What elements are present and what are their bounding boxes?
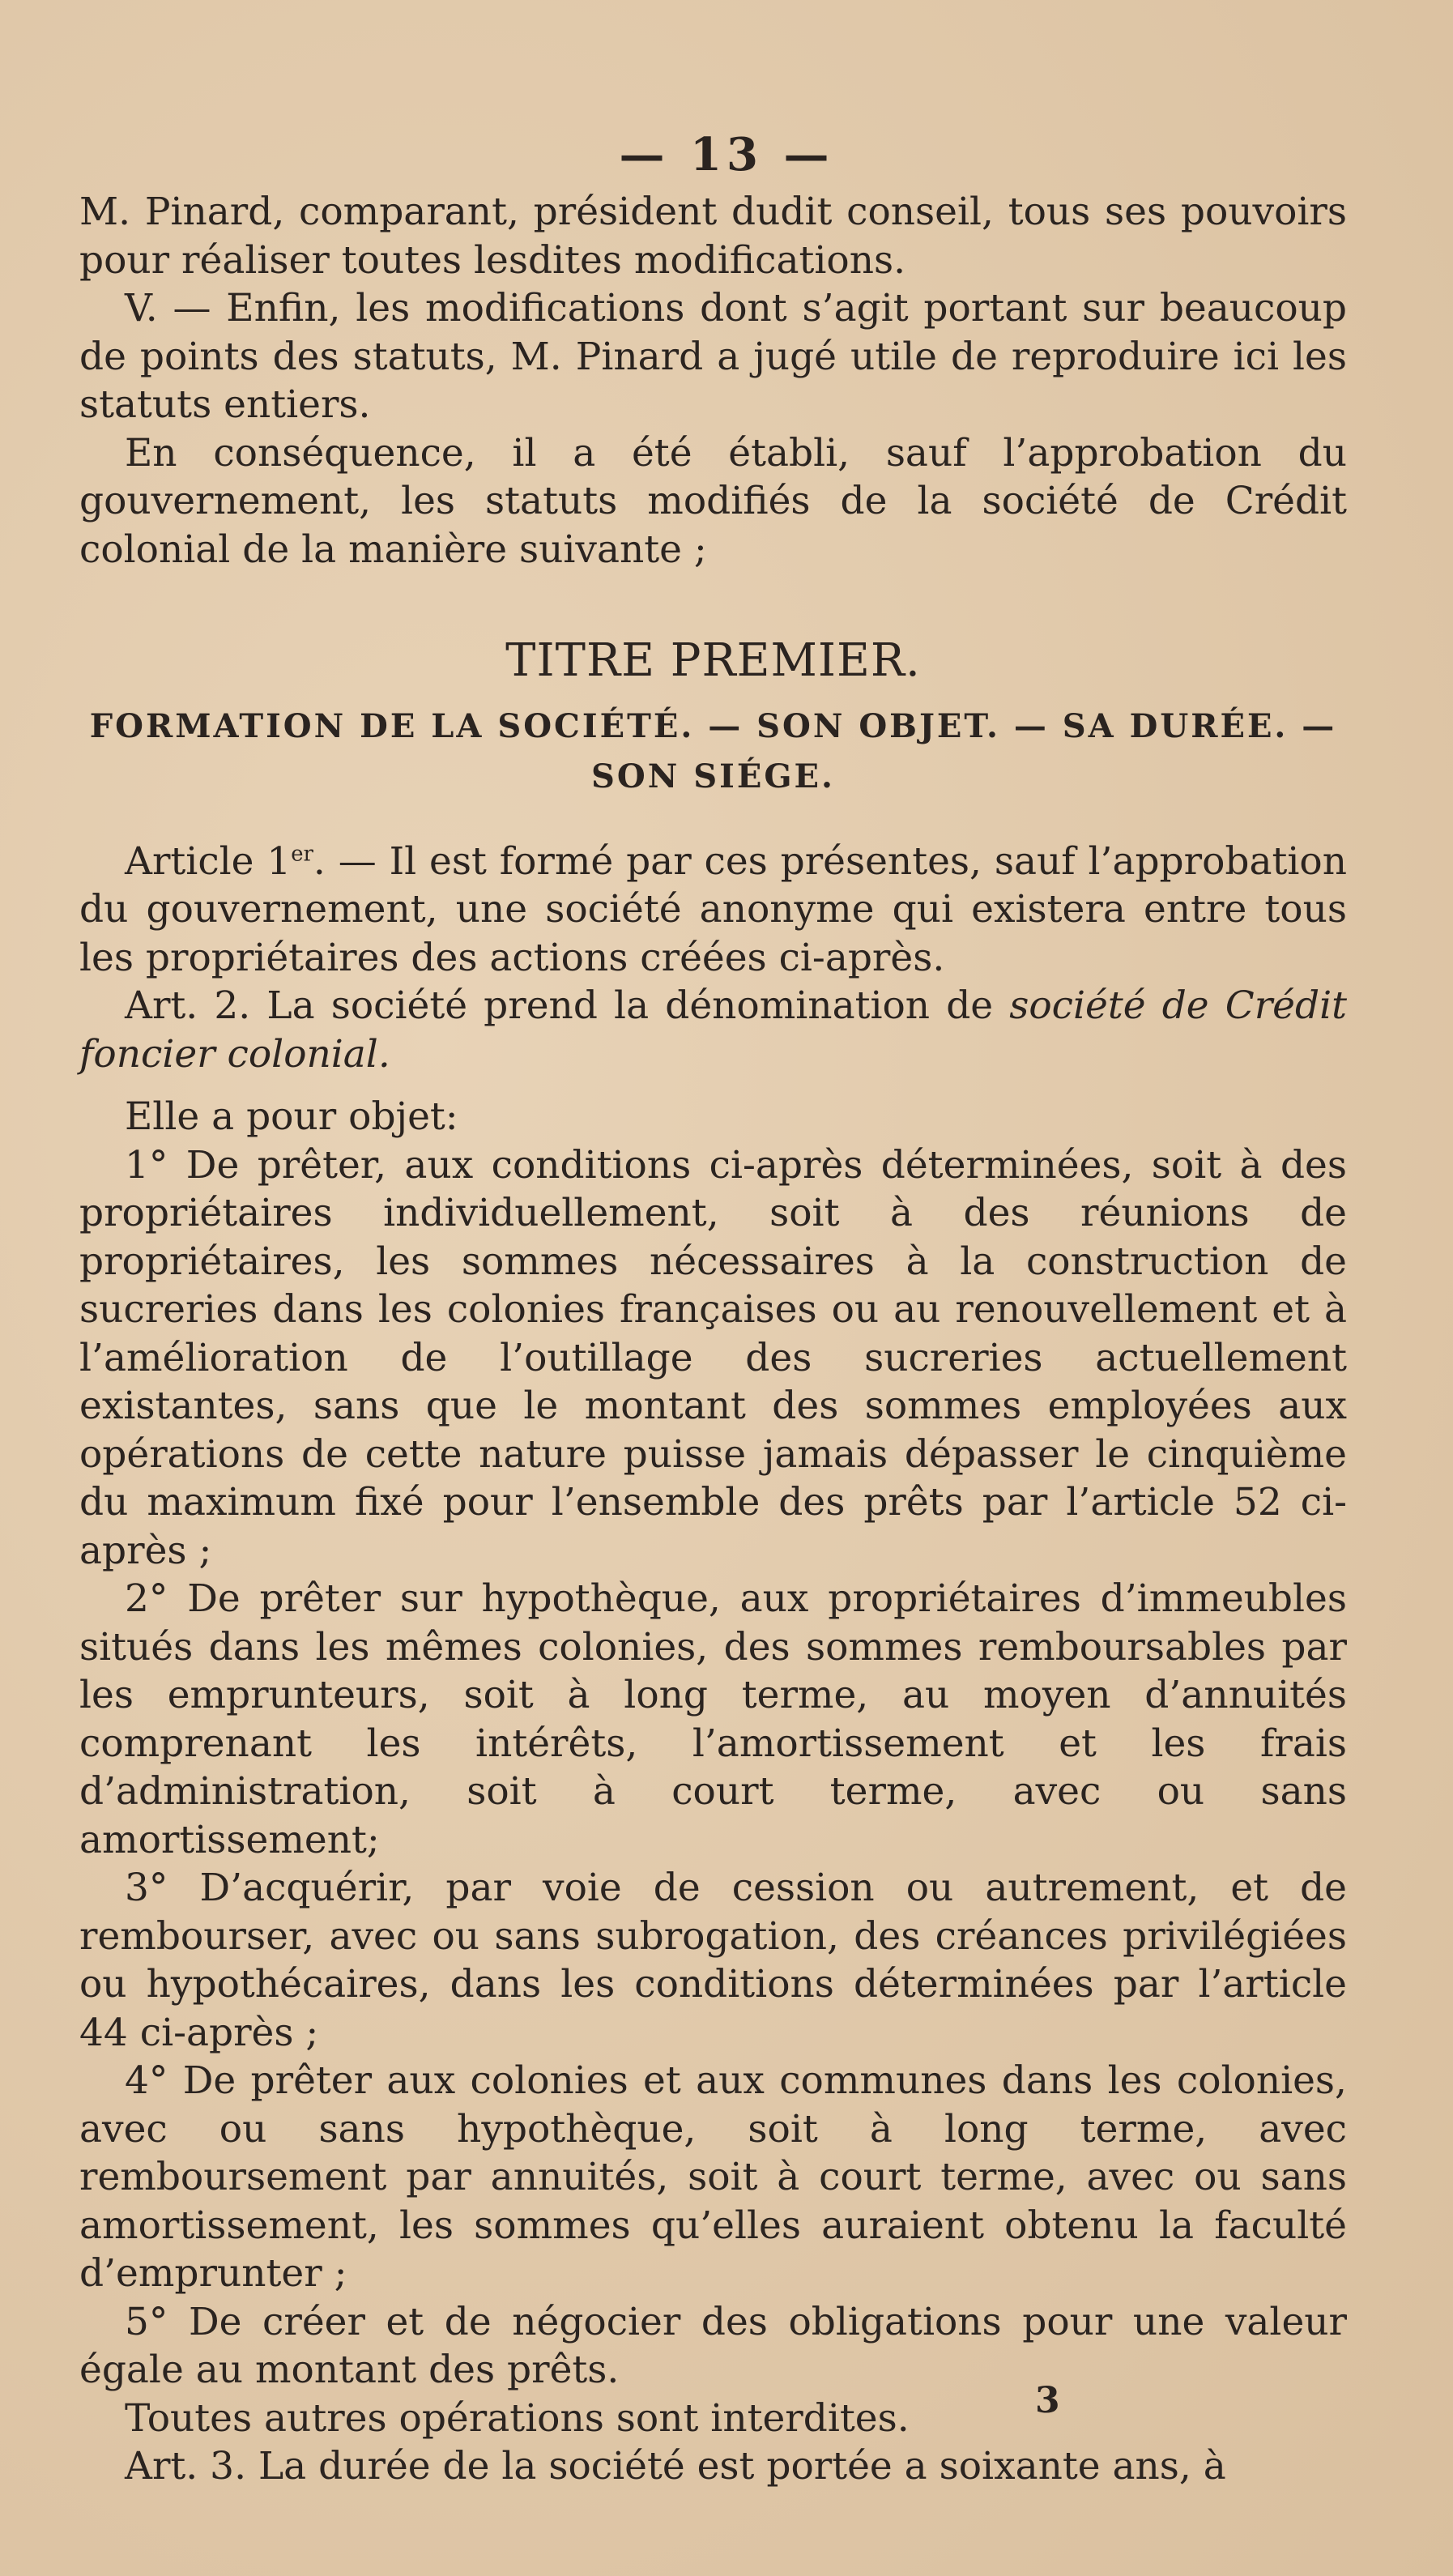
subtitle-line-2: SON SIÉGE. [591, 757, 835, 795]
body-text [79, 188, 1347, 2491]
article-3-label: Art. 3. [125, 2444, 247, 2489]
paragraph-section-v: V. — Enfin, les modifications dont s’agit portant sur beaucoup de points des statuts, M. Pinard a jugé utile de reproduire ici les statuts entiers. [79, 286, 1347, 427]
article-3-text: La durée de la société est portée a soixante ans, à [246, 2444, 1226, 2489]
title-subtitle [79, 702, 1347, 802]
article-1 [79, 838, 1347, 983]
article-2-label: Art. 2. [125, 983, 251, 1028]
object-item-1: 1° De prêter, aux conditions ci-après déterminées, soit à des propriétaires individuellement, soit à des réunions de propriétaires, les sommes nécessaires à la construction de sucreries dans les colonies françaises ou au renouvellement et à l’amélioration de l’outillage des sucreries actuellement existantes, sans que le montant des sommes employées aux opérations de cette nature puisse jamais dépasser le cinquième du maximum fixé pour l’ensemble des prêts par l’article 52 ci-après ; [79, 1142, 1347, 1573]
object-item-4: 4° De prêter aux colonies et aux communes dans les colonies, avec ou sans hypothèque, soit à long terme, avec remboursement par annuités, soit à court terme, avec ou sans amortissement, les sommes qu’elles auraient obtenu la faculté d’emprunter ; [79, 2058, 1347, 2296]
page-number: — 13 — [619, 128, 834, 181]
paragraph-continuation: M. Pinard, comparant, président dudit conseil, tous ses pouvoirs pour réaliser toutes lesdites modifications. [79, 190, 1347, 283]
article-2 [79, 982, 1347, 1078]
object-item-5: 5° De créer et de négocier des obligations pour une valeur égale au montant des prêts. [79, 2299, 1347, 2392]
subtitle-line-1: FORMATION DE LA SOCIÉTÉ. — SON OBJET. — SA DURÉE. — [89, 706, 1337, 745]
article-2-society-name: société de Crédit foncier colonial. [79, 983, 1347, 1077]
object-item-3: 3° D’acquérir, par voie de cession ou autrement, et de rembourser, avec ou sans subrogation, des créances privilégiées ou hypothécaires, dans les conditions déterminées par l’article 44 ci-après ; [79, 1866, 1347, 2055]
article-3 [79, 2442, 1347, 2491]
paragraph-consequence: En conséquence, il a été établi, sauf l’approbation du gouvernement, les statuts modifiés de la société de Crédit colonial de la manière suivante ; [79, 430, 1347, 572]
object-intro: Elle a pour objet: [125, 1094, 458, 1139]
title-heading: TITRE PREMIER. [505, 634, 921, 687]
object-item-2: 2° De prêter sur hypothèque, aux propriétaires d’immeubles situés dans les mêmes colonies, des sommes remboursables par les emprunteurs, soit à long terme, au moyen d’annuités comprenant les intérêts, l’amortissement et les frais d’administration, soit à court terme, avec ou sans amortissement; [79, 1576, 1347, 1862]
article-2-text: La société prend la dénomination de [250, 983, 1010, 1028]
operations-forbidden: Toutes autres opérations sont interdites. [125, 2395, 910, 2441]
article-1-superscript: er [291, 841, 313, 866]
article-1-label: Article 1 [125, 838, 292, 884]
signature-mark: 3 [1035, 2380, 1060, 2421]
article-1-text: . — Il est formé par ces présentes, sauf l’approbation du gouvernement, une société anonyme qui existera entre tous les propriétaires des actions créées ci-après. [79, 838, 1348, 980]
